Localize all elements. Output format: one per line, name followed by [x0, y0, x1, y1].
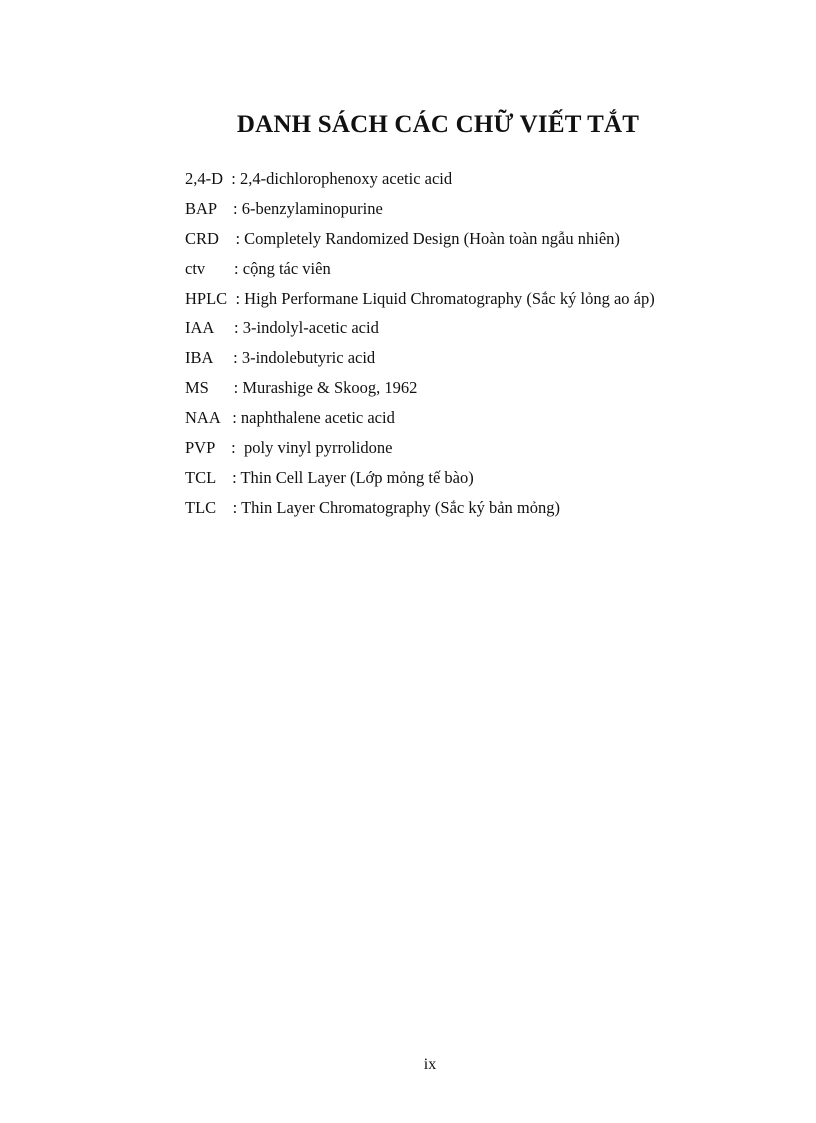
abbreviation: HPLC: [185, 288, 236, 308]
abbreviation: PVP: [185, 438, 232, 458]
abbreviation: BAP: [185, 198, 233, 218]
definition: : 2,4-dichlorophenoxy acetic acid: [231, 169, 453, 188]
list-item: [185, 378, 745, 408]
abbreviation: NAA: [185, 408, 233, 428]
list-item: [185, 199, 745, 229]
list-item: [185, 438, 745, 468]
definition: : 3-indolyl-acetic acid: [234, 318, 379, 338]
list-item: [185, 498, 745, 528]
list-item: [185, 318, 745, 348]
abbreviation-list: [185, 169, 745, 528]
list-item: [185, 408, 745, 438]
definition: : naphthalene acetic acid: [232, 408, 395, 428]
list-item: [185, 468, 745, 498]
abbreviation: TLC: [185, 497, 233, 517]
definition: : poly vinyl pyrrolidone: [231, 438, 393, 458]
list-item: [185, 169, 745, 199]
definition: : Thin Cell Layer (Lớp mỏng tế bào): [232, 467, 474, 487]
abbreviation: IAA: [185, 318, 235, 338]
definition: : High Performane Liquid Chromatography (Sắc ký lỏng ao áp): [235, 288, 655, 308]
definition: : 6-benzylaminopurine: [233, 198, 383, 218]
list-item: [185, 289, 745, 319]
abbreviation: TCL: [185, 467, 233, 487]
abbreviation: IBA: [185, 348, 234, 368]
list-item: [185, 259, 745, 289]
abbreviation: MS: [185, 378, 234, 398]
page-number: ix: [423, 1056, 437, 1073]
page-title: DANH SÁCH CÁC CHỮ VIẾT TẮT: [236, 111, 640, 138]
abbreviation: 2,4-D: [185, 169, 232, 188]
abbreviation: ctv: [185, 258, 235, 278]
definition: : Completely Randomized Design (Hoàn toàn ngẫu nhiên): [235, 228, 620, 248]
definition: : Murashige & Skoog, 1962: [233, 378, 418, 398]
abbreviation: CRD: [185, 228, 236, 248]
list-item: [185, 348, 745, 378]
list-item: [185, 229, 745, 259]
definition: : Thin Layer Chromatography (Sắc ký bản mỏng): [232, 497, 560, 517]
definition: : cộng tác viên: [234, 258, 331, 278]
definition: : 3-indolebutyric acid: [233, 348, 376, 368]
